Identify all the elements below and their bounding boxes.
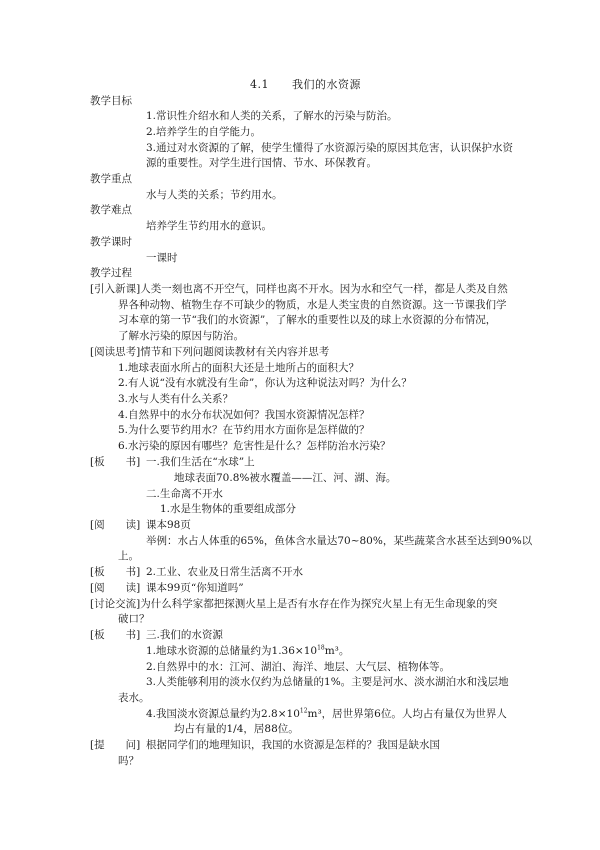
question-line: 根据同学们的地理知识，我国的水资源是怎样的？我国是缺水国 bbox=[146, 739, 440, 751]
reading-example: 举例：水占人体重的65%，鱼体含水量达70~80%，某些蔬菜含水甚至达到90%以 bbox=[146, 535, 533, 547]
board-text: 2.工业、农业及日常生活离不开水 bbox=[146, 566, 304, 578]
board-line: 一.我们生活在“水球”上 bbox=[146, 456, 255, 468]
question-item: 3.水与人类有什么关系？ bbox=[118, 393, 234, 405]
goal-item: 源的重要性。对学生进行国情、节水、环保教育。 bbox=[146, 157, 377, 169]
question-label: [提 问] bbox=[90, 739, 141, 751]
question-line: 吗？ bbox=[118, 755, 139, 767]
question-item: 6.水污染的原因有哪些？危害性是什么？怎样防治水污染？ bbox=[118, 440, 391, 452]
exponent: 12 bbox=[299, 707, 308, 715]
question-item: 1.地球表面水所占的面积大还是土地所占的面积大？ bbox=[118, 362, 360, 374]
key-point-text: 水与人类的关系；节约用水。 bbox=[146, 189, 283, 201]
goal-item: 2.培养学生的自学能力。 bbox=[146, 126, 262, 138]
board-item: 表水。 bbox=[118, 692, 150, 704]
board-line: 二.生命离不开水 bbox=[146, 488, 223, 500]
board-item: 2.自然界中的水：江河、湖泊、海洋、地层、大气层、植物体等。 bbox=[146, 661, 451, 673]
reading-example: 上。 bbox=[118, 550, 139, 562]
board-item: 1.地球水资源的总储量约为$1.36\times 10^{18}m^3$。 bbox=[146, 644, 350, 657]
board-heading: 三.我们的水资源 bbox=[146, 629, 223, 641]
board-item: 4.我国淡水资源总量约为$2.8\times 10^{12}m^3$，居世界第6位。人均占有量仅为世界人 bbox=[146, 707, 507, 720]
discussion-line: [讨论交流]为什么科学家都把探测火星上是否有水存在作为探究火星上有无生命现象的突 bbox=[90, 598, 498, 610]
page-title: 4.1 我们的水资源 bbox=[250, 78, 361, 91]
difficulty-text: 培养学生节约用水的意识。 bbox=[146, 220, 272, 232]
intro-line: 界各种动物、植物生存不可缺少的物质，水是人类宝贵的自然资源。这一节课我们学 bbox=[118, 299, 507, 311]
board-label: [板 书] bbox=[90, 456, 141, 468]
board-item: 3.人类能够利用的淡水仅约为总储量的1%。主要是河水、淡水湖泊水和浅层地 bbox=[146, 676, 509, 688]
question-item: 4.自然界中的水分布状况如何？我国水资源情况怎样？ bbox=[118, 409, 370, 421]
key-point-heading: 教学重点 bbox=[90, 173, 132, 185]
reading-label: [阅 读] bbox=[90, 519, 141, 531]
exponent: 18 bbox=[317, 644, 325, 652]
intro-line: [引入新课]人类一刻也离不开空气，同样也离不开水。因为水和空气一样，都是人类及自然 bbox=[90, 283, 508, 295]
question-item: 5.为什么要节约用水？在节约用水方面你是怎样做的？ bbox=[118, 424, 370, 436]
reading-text: 课本99页“你知道吗” bbox=[146, 582, 244, 594]
difficulty-heading: 教学难点 bbox=[90, 204, 132, 216]
hours-heading: 教学课时 bbox=[90, 236, 132, 248]
board-item: 均占有量的1/4，居88位。 bbox=[174, 723, 299, 735]
board-line: 1.水是生物体的重要组成部分 bbox=[160, 503, 297, 515]
reading-text: 课本98页 bbox=[146, 519, 191, 531]
reading-label: [阅 读] bbox=[90, 582, 141, 594]
board-line: 地球表面70.8%被水覆盖——江、河、湖、海。 bbox=[174, 472, 397, 484]
question-item: 2.有人说“没有水就没有生命”，你认为这种说法对吗？为什么？ bbox=[118, 377, 412, 389]
hours-text: 一课时 bbox=[146, 252, 178, 264]
goals-heading: 教学目标 bbox=[90, 95, 132, 107]
board-label: [板 书] bbox=[90, 629, 141, 641]
goal-item: 3.通过对水资源的了解，使学生懂得了水资源污染的原因其危害，认识保护水资 bbox=[146, 142, 514, 154]
goal-item: 1.常识性介绍水和人类的关系，了解水的污染与防治。 bbox=[146, 110, 398, 122]
intro-line: 了解水污染的原因与防治。 bbox=[118, 330, 244, 342]
discussion-line: 破口？ bbox=[118, 613, 150, 625]
board-label: [板 书] bbox=[90, 566, 141, 578]
reading-prompt: [阅读思考]情节和下列问题阅读教材有关内容并思考 bbox=[90, 346, 330, 358]
process-heading: 教学过程 bbox=[90, 267, 132, 279]
intro-line: 习本章的第一节“我们的水资源”，了解水的重要性以及的球上水资源的分布情况， bbox=[118, 314, 497, 326]
